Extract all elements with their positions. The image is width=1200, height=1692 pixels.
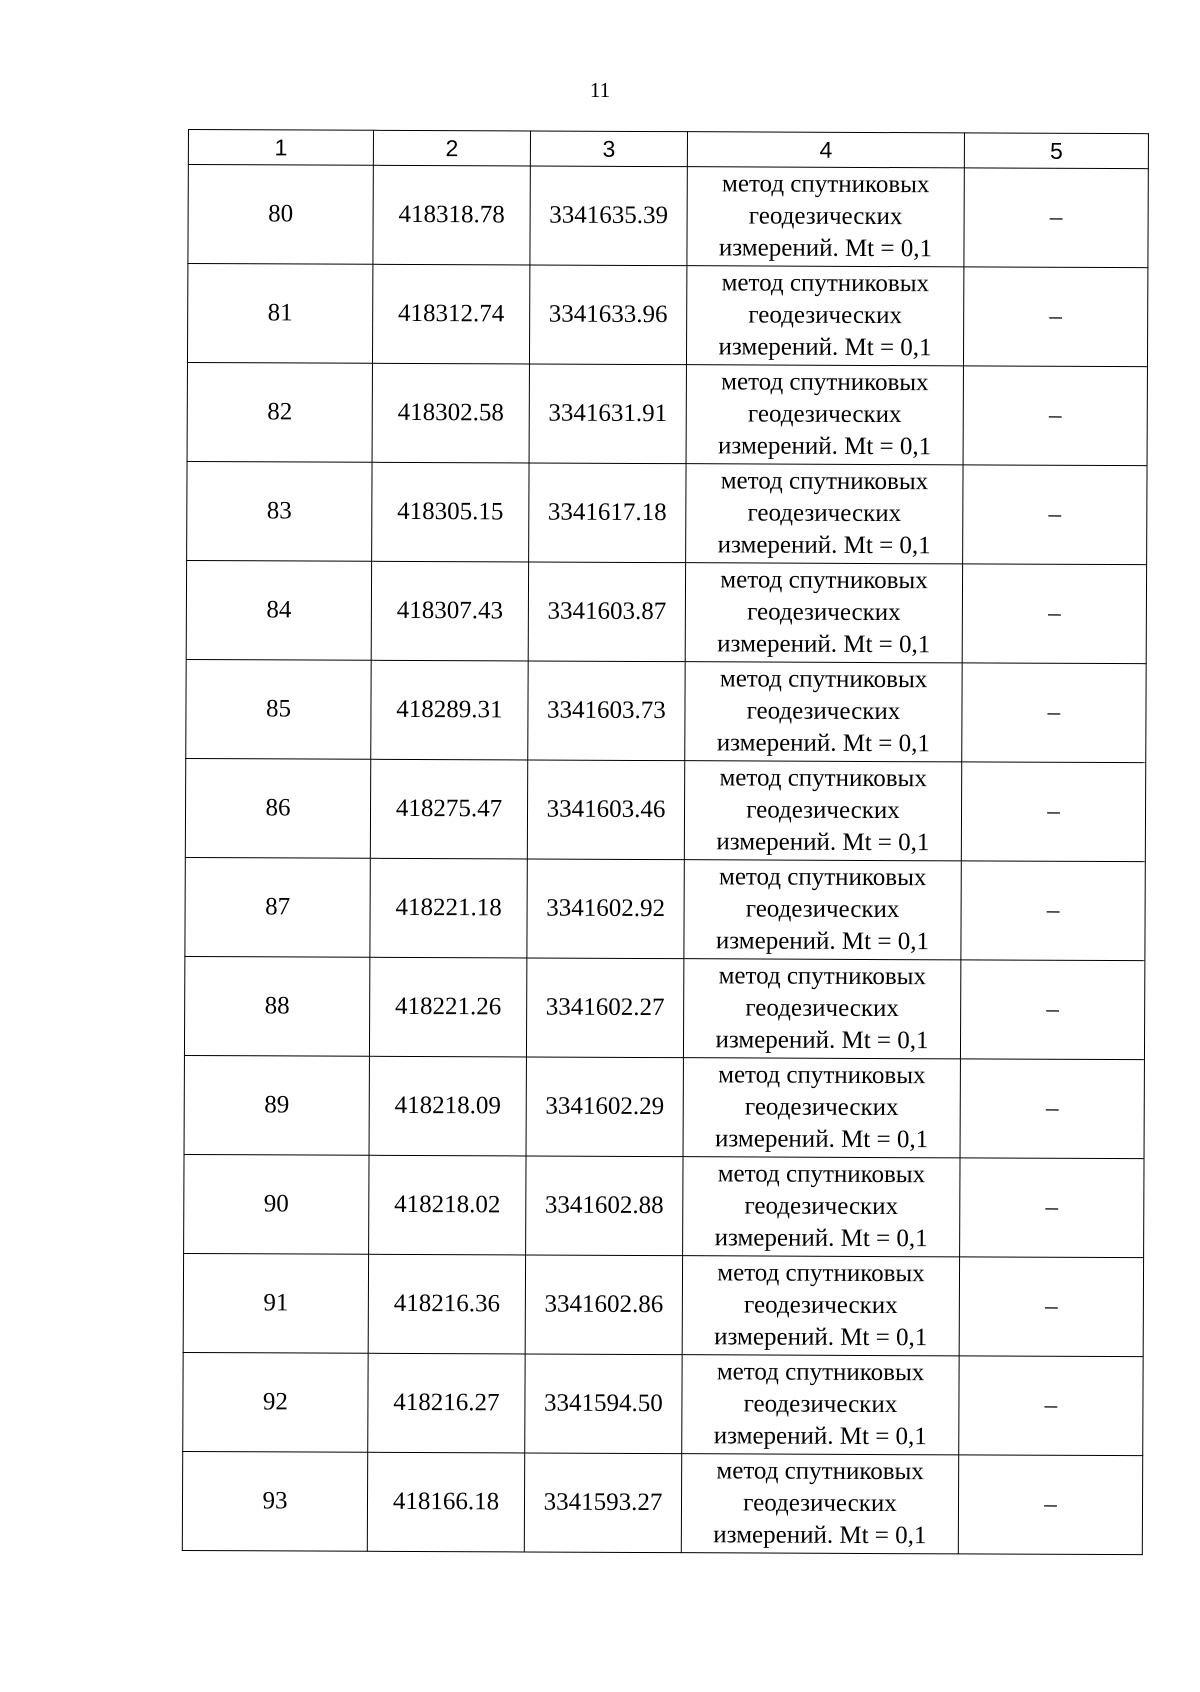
method-line: метод спутниковых [718, 863, 927, 892]
column-header-4: 4 [687, 132, 964, 168]
method-cell [686, 266, 963, 366]
method-line: геодезических [745, 994, 900, 1023]
point-number-cell: 90 [184, 1154, 369, 1254]
method-line: метод спутниковых [719, 665, 928, 694]
method-line: метод спутниковых [718, 962, 927, 991]
point-number-cell: 83 [187, 461, 372, 561]
x-coordinate-cell: 418318.78 [373, 165, 530, 265]
table-row [185, 857, 1145, 960]
note-cell: – [964, 168, 1148, 268]
x-coordinate-cell: 418216.36 [368, 1254, 525, 1354]
method-line: измерений. Mt = 0,1 [713, 1521, 927, 1550]
method-line: метод спутниковых [718, 1061, 926, 1090]
method-line: измерений. Mt = 0,1 [717, 630, 931, 659]
note-cell: – [960, 1158, 1144, 1258]
method-line: геодезических [746, 796, 900, 825]
method-line: метод спутниковых [716, 1358, 925, 1387]
y-coordinate-cell: 3341603.73 [528, 661, 685, 761]
method-line: измерений. Mt = 0,1 [713, 1422, 927, 1451]
point-number-cell: 84 [186, 560, 371, 660]
table-row [184, 956, 1144, 1059]
x-coordinate-cell: 418302.58 [372, 363, 529, 463]
method-cell [682, 1256, 959, 1356]
y-coordinate-cell: 3341602.88 [526, 1156, 683, 1256]
x-coordinate-cell: 418305.15 [372, 462, 529, 562]
y-coordinate-cell: 3341602.27 [526, 958, 683, 1058]
method-line: измерений. Mt = 0,1 [715, 927, 930, 956]
table-row [187, 362, 1147, 465]
method-line: геодезических [748, 301, 903, 330]
coordinates-sheet [182, 129, 1148, 1555]
note-cell: – [962, 564, 1146, 664]
point-number-cell: 85 [186, 659, 371, 759]
point-number-cell: 86 [185, 758, 370, 858]
table-row [185, 758, 1145, 861]
method-line: геодезических [746, 697, 901, 726]
method-cell [683, 1157, 960, 1257]
method-cell [681, 1454, 958, 1554]
table-row [182, 1451, 1142, 1554]
method-line: метод спутниковых [719, 764, 927, 793]
x-coordinate-cell: 418312.74 [372, 264, 529, 364]
method-line: измерений. Mt = 0,1 [714, 1224, 928, 1253]
method-cell [686, 365, 963, 465]
method-line: измерений. Mt = 0,1 [715, 1026, 929, 1055]
y-coordinate-cell: 3341594.50 [525, 1354, 682, 1454]
table-row [184, 1154, 1144, 1257]
method-cell [683, 959, 960, 1059]
method-line: метод спутниковых [721, 368, 929, 397]
point-number-cell: 89 [184, 1055, 369, 1155]
method-line: геодезических [747, 598, 901, 627]
point-number-cell: 92 [183, 1352, 368, 1452]
point-number-cell: 87 [185, 857, 370, 957]
method-cell [684, 860, 961, 960]
method-line: измерений. Mt = 0,1 [714, 1125, 929, 1154]
y-coordinate-cell: 3341631.91 [529, 364, 686, 464]
coordinates-table [182, 129, 1149, 1555]
method-line: геодезических [747, 400, 902, 429]
x-coordinate-cell: 418218.02 [369, 1155, 526, 1255]
table-row [188, 165, 1148, 268]
method-line: метод спутниковых [716, 1457, 924, 1486]
method-line: метод спутниковых [717, 1259, 925, 1288]
method-line: геодезических [745, 895, 900, 924]
method-cell [686, 464, 963, 564]
method-line: метод спутниковых [722, 170, 930, 199]
note-cell: – [961, 762, 1145, 862]
method-line: измерений. Mt = 0,1 [717, 531, 931, 560]
method-line: геодезических [744, 1192, 899, 1221]
note-cell: – [961, 861, 1145, 961]
x-coordinate-cell: 418289.31 [371, 660, 528, 760]
point-number-cell: 81 [187, 264, 372, 364]
y-coordinate-cell: 3341593.27 [524, 1453, 681, 1553]
table-row [183, 1253, 1143, 1356]
method-cell [687, 167, 964, 267]
method-cell [682, 1355, 959, 1455]
method-line: метод спутниковых [717, 1160, 926, 1189]
method-cell [684, 761, 961, 861]
y-coordinate-cell: 3341602.86 [525, 1255, 682, 1355]
note-cell: – [960, 960, 1144, 1060]
x-coordinate-cell: 418218.09 [369, 1056, 526, 1156]
method-line: геодезических [744, 1093, 899, 1122]
table-row [187, 264, 1147, 367]
y-coordinate-cell: 3341633.96 [529, 265, 686, 365]
note-cell: – [963, 465, 1147, 565]
x-coordinate-cell: 418221.18 [370, 858, 527, 958]
note-cell: – [963, 267, 1147, 367]
method-line: геодезических [744, 1291, 898, 1320]
table-row [183, 1352, 1143, 1455]
y-coordinate-cell: 3341603.46 [527, 760, 684, 860]
x-coordinate-cell: 418221.26 [369, 957, 526, 1057]
note-cell: – [963, 366, 1147, 466]
note-cell: – [962, 663, 1146, 763]
table-row [186, 560, 1146, 663]
column-header-3: 3 [530, 131, 687, 167]
method-line: измерений. Mt = 0,1 [716, 729, 930, 758]
x-coordinate-cell: 418275.47 [370, 759, 527, 859]
column-header-1: 1 [188, 130, 373, 166]
column-header-2: 2 [373, 130, 530, 166]
page-number: 11 [589, 78, 611, 102]
method-line: метод спутниковых [720, 467, 929, 496]
y-coordinate-cell: 3341602.92 [527, 859, 684, 959]
method-cell [685, 563, 962, 663]
point-number-cell: 88 [184, 956, 369, 1056]
x-coordinate-cell: 418166.18 [367, 1452, 524, 1552]
method-line: геодезических [743, 1489, 897, 1518]
table-body [182, 165, 1148, 1555]
point-number-cell: 82 [187, 362, 372, 462]
method-line: метод спутниковых [721, 269, 930, 298]
y-coordinate-cell: 3341602.29 [526, 1057, 683, 1157]
note-cell: – [959, 1356, 1143, 1456]
method-line: измерений. Mt = 0,1 [718, 234, 933, 263]
table-row [184, 1055, 1144, 1158]
method-line: геодезических [747, 499, 902, 528]
x-coordinate-cell: 418216.27 [368, 1353, 525, 1453]
table-header-row [188, 130, 1148, 169]
column-header-5: 5 [964, 133, 1148, 169]
method-line: геодезических [743, 1390, 898, 1419]
y-coordinate-cell: 3341603.87 [528, 562, 685, 662]
method-cell [685, 662, 962, 762]
method-line: измерений. Mt = 0,1 [716, 828, 930, 857]
y-coordinate-cell: 3341635.39 [530, 166, 687, 266]
method-line: измерений. Mt = 0,1 [714, 1323, 928, 1352]
method-line: измерений. Mt = 0,1 [718, 432, 932, 461]
note-cell: – [960, 1059, 1144, 1159]
note-cell: – [958, 1455, 1142, 1555]
method-line: геодезических [748, 202, 903, 231]
note-cell: – [959, 1257, 1143, 1357]
x-coordinate-cell: 418307.43 [371, 561, 528, 661]
point-number-cell: 93 [182, 1451, 367, 1551]
method-line: измерений. Mt = 0,1 [718, 333, 932, 362]
y-coordinate-cell: 3341617.18 [529, 463, 686, 563]
table-row [187, 461, 1147, 564]
method-line: метод спутниковых [720, 566, 928, 595]
table-row [186, 659, 1146, 762]
point-number-cell: 91 [183, 1253, 368, 1353]
point-number-cell: 80 [188, 165, 373, 265]
method-cell [683, 1058, 960, 1158]
